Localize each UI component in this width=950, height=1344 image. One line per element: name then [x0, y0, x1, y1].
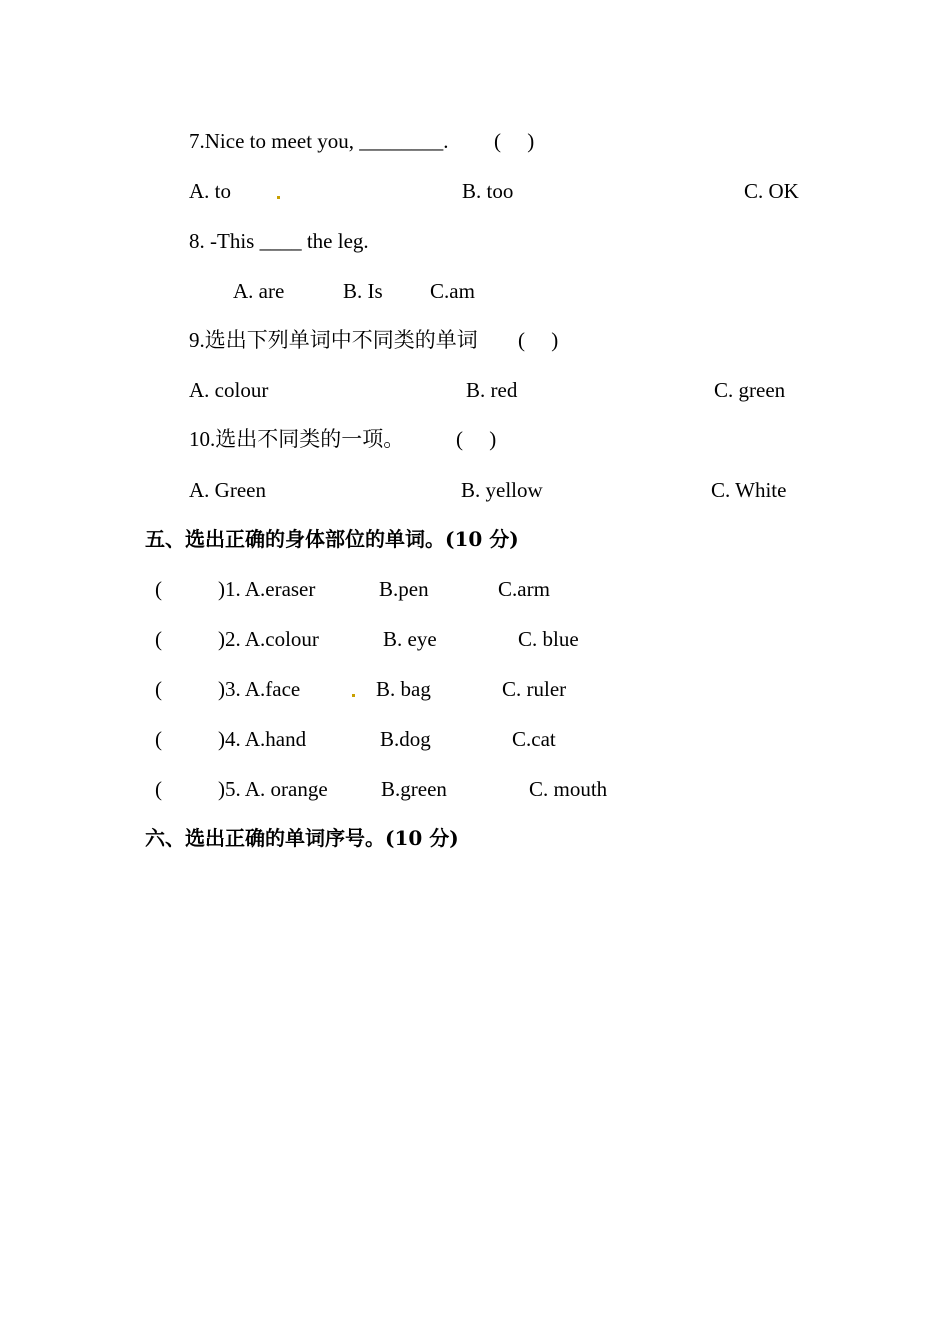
q7-option-a: A. to	[189, 179, 231, 203]
s5-item2-open-paren: (	[155, 627, 162, 651]
s5-item2-option-c: C. blue	[518, 627, 579, 651]
s5-item3-option-b: B. bag	[376, 677, 431, 701]
s5-item5-option-b: B.green	[381, 777, 447, 801]
s5-item5-open-paren: (	[155, 777, 162, 801]
q9-option-b: B. red	[466, 378, 518, 402]
q9-stem: 9.选出下列单词中不同类的单词	[189, 328, 478, 352]
q9-option-a: A. colour	[189, 378, 269, 402]
s5-item3-option-c: C. ruler	[502, 677, 567, 701]
section5-title: 五、选出正确的身体部位的单词。(10 分)	[145, 527, 519, 551]
q8-stem: 8. -This ____ the leg.	[189, 229, 369, 253]
q8-option-c: C.am	[430, 279, 475, 303]
q7-answer-paren: ( )	[494, 129, 535, 153]
q7-option-c: C. OK	[744, 179, 799, 203]
s5-item4-option-a: )4. A.hand	[218, 727, 307, 751]
s5-item5-option-c: C. mouth	[529, 777, 608, 801]
s5-item3-open-paren: (	[155, 677, 162, 701]
s5-item1-option-b: B.pen	[379, 577, 429, 601]
q10-stem: 10.选出不同类的一项。	[189, 427, 405, 451]
q10-option-a: A. Green	[189, 478, 266, 502]
s5-item1-option-c: C.arm	[498, 577, 550, 601]
q8-option-a: A. are	[233, 279, 285, 303]
s5-item4-option-b: B.dog	[380, 727, 431, 751]
q9-option-c: C. green	[714, 378, 786, 402]
q10-option-b: B. yellow	[461, 478, 543, 502]
q10-option-c: C. White	[711, 478, 787, 502]
q8-option-b: B. Is	[343, 279, 383, 303]
s5-item4-option-c: C.cat	[512, 727, 556, 751]
s5-item1-option-a: )1. A.eraser	[218, 577, 316, 601]
section6-title: 六、选出正确的单词序号。(10 分)	[145, 826, 459, 850]
s5-item5-option-a: )5. A. orange	[218, 777, 328, 801]
q10-answer-paren: ( )	[456, 427, 497, 451]
marker-dot	[352, 694, 355, 697]
s5-item2-option-b: B. eye	[383, 627, 437, 651]
s5-item1-open-paren: (	[155, 577, 162, 601]
q9-answer-paren: ( )	[518, 328, 559, 352]
marker-dot	[277, 196, 280, 199]
s5-item2-option-a: )2. A.colour	[218, 627, 319, 651]
s5-item4-open-paren: (	[155, 727, 162, 751]
q7-stem: 7.Nice to meet you, ________.	[189, 129, 449, 153]
q7-option-b: B. too	[462, 179, 514, 203]
s5-item3-option-a: )3. A.face	[218, 677, 301, 701]
